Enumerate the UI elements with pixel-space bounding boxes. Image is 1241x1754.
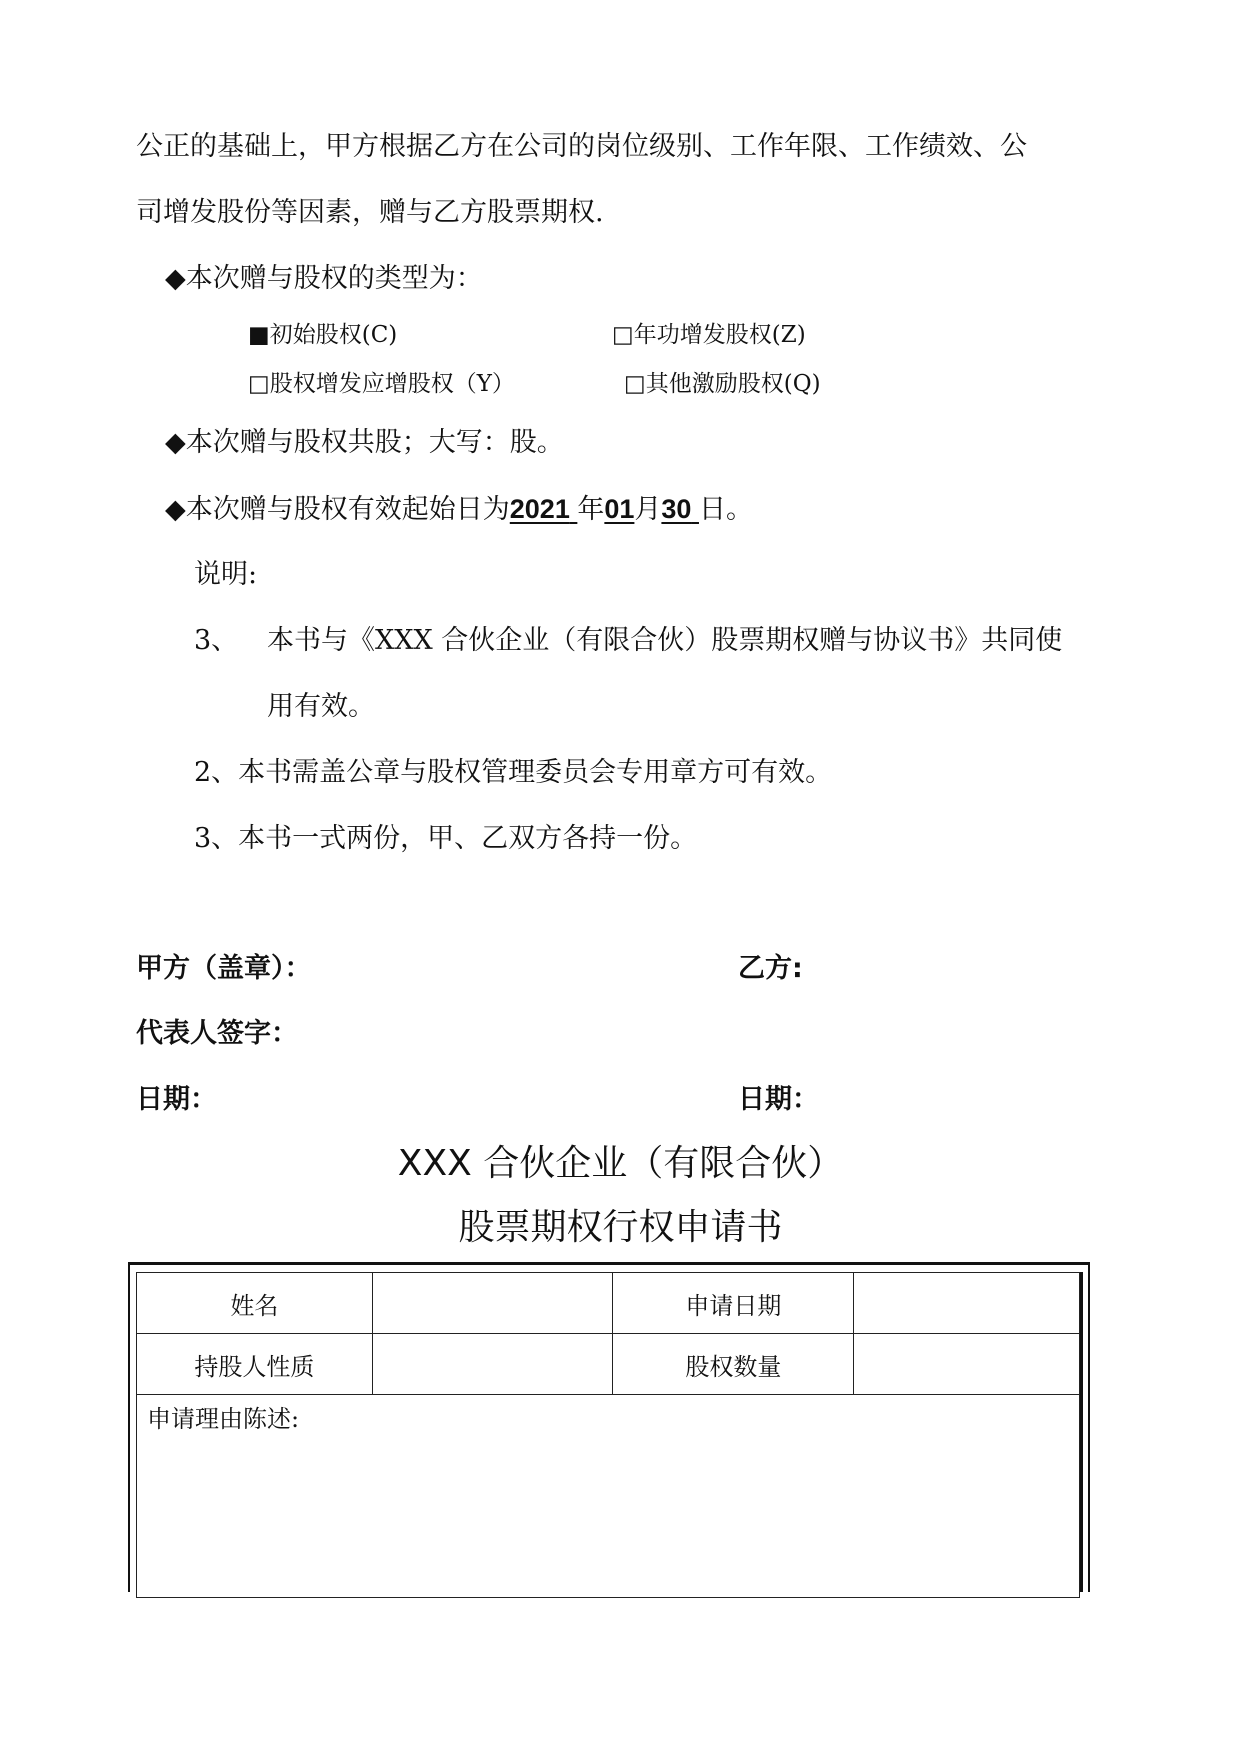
share-count-field[interactable] bbox=[854, 1334, 1080, 1395]
form-title-company: XXX 合伙企业（有限合伙） bbox=[397, 1143, 844, 1184]
equity-type-heading: ◆本次赠与股权的类型为： bbox=[165, 263, 483, 294]
note-1-line-2: 用有效。 bbox=[267, 691, 375, 722]
table-row bbox=[137, 1395, 1080, 1598]
representative-signature-label: 代表人签字： bbox=[136, 1018, 298, 1049]
party-a-seal-label: 甲方（盖章）： bbox=[136, 953, 312, 984]
party-a-date-label: 日期： bbox=[136, 1084, 217, 1115]
note-2: 2、本书需盖公章与股权管理委员会专用章方可有效。 bbox=[194, 757, 833, 788]
equity-type-label: 年功增发股权(Z) bbox=[633, 322, 806, 348]
equity-type-label: 初始股权(C) bbox=[269, 322, 398, 348]
start-year: 2021 bbox=[509, 494, 570, 524]
reason-label: 申请理由陈述: bbox=[147, 1405, 300, 1433]
month-unit: 月 bbox=[634, 494, 662, 525]
note-1-number: 3、 bbox=[194, 625, 239, 656]
equity-type-option-other[interactable] bbox=[624, 369, 821, 399]
apply-date-label: 申请日期 bbox=[613, 1273, 854, 1334]
form-frame-left-border bbox=[128, 1262, 130, 1592]
table-row bbox=[137, 1273, 1080, 1334]
holder-type-field[interactable] bbox=[372, 1334, 613, 1395]
equity-type-label: 其他激励股权(Q) bbox=[645, 371, 821, 397]
name-label: 姓名 bbox=[137, 1273, 373, 1334]
exercise-application-table bbox=[136, 1272, 1080, 1598]
equity-type-option-increment[interactable] bbox=[248, 369, 515, 399]
equity-type-label: 股权增发应增股权（Y） bbox=[269, 371, 515, 397]
note-1-line-1: 本书与《XXX 合伙企业（有限合伙）股票期权赠与协议书》共同使 bbox=[267, 625, 1063, 656]
checkbox-checked-icon: ■ bbox=[248, 322, 270, 348]
notes-heading: 说明: bbox=[194, 559, 258, 590]
apply-date-field[interactable] bbox=[854, 1273, 1080, 1334]
reason-field[interactable] bbox=[137, 1395, 1080, 1598]
party-b-date-label: 日期： bbox=[738, 1084, 819, 1115]
intro-line-1: 公正的基础上，甲方根据乙方在公司的岗位级别、工作年限、工作绩效、公 bbox=[136, 131, 1027, 162]
start-date-line bbox=[165, 490, 753, 529]
name-field[interactable] bbox=[372, 1273, 613, 1334]
form-frame-right-border bbox=[1088, 1262, 1090, 1592]
shares-line: ◆本次赠与股权共股；大写：股。 bbox=[165, 427, 564, 458]
checkbox-unchecked-icon: □ bbox=[624, 371, 646, 397]
form-frame-top-border bbox=[128, 1262, 1090, 1265]
year-unit: 年 bbox=[577, 494, 605, 525]
note-3: 3、本书一式两份，甲、乙双方各持一份。 bbox=[194, 823, 698, 854]
day-unit: 日。 bbox=[698, 494, 753, 525]
start-month: 01 bbox=[604, 494, 635, 524]
start-date-prefix: ◆本次赠与股权有效起始日为 bbox=[165, 494, 510, 525]
table-row bbox=[137, 1334, 1080, 1395]
checkbox-unchecked-icon: □ bbox=[248, 371, 270, 397]
equity-type-option-initial[interactable] bbox=[248, 320, 397, 350]
equity-type-option-seniority[interactable] bbox=[612, 320, 806, 350]
checkbox-unchecked-icon: □ bbox=[612, 322, 634, 348]
intro-line-2: 司增发股份等因素，赠与乙方股票期权. bbox=[136, 197, 604, 228]
start-day: 30 bbox=[661, 494, 692, 524]
share-count-label: 股权数量 bbox=[613, 1334, 854, 1395]
holder-type-label: 持股人性质 bbox=[137, 1334, 373, 1395]
party-b-label: 乙方: bbox=[738, 953, 803, 984]
form-title: 股票期权行权申请书 bbox=[458, 1207, 783, 1248]
form-frame-inner-right-border bbox=[1080, 1272, 1083, 1592]
